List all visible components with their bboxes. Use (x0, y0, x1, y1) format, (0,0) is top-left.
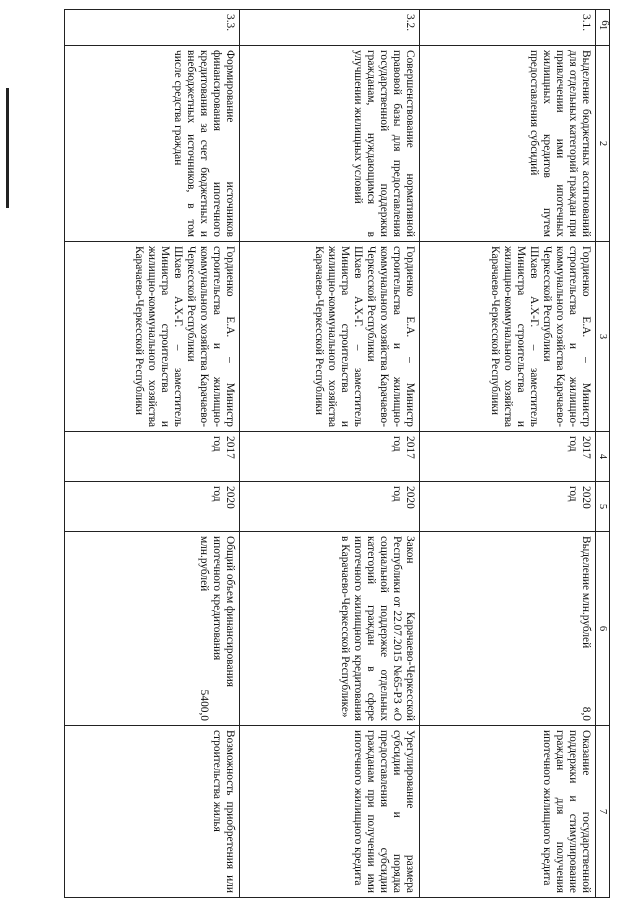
source-cell (240, 532, 420, 726)
header-cell: 6 (596, 532, 610, 726)
row-number: 3.1. (420, 10, 596, 46)
result-cell: Возможность приобретения или строительства жилья (65, 726, 240, 898)
table-row (420, 10, 596, 898)
responsible-cell: Гордиенко Е.А. – Министр строительства и жилищно-коммунального хозяйства Карачаево-Черкесской Республики Шхаев А.Х-Г. – заместитель Министра строительства и жилищно-коммунального хозяйства Карачаево-Черкесской Республики (420, 242, 596, 432)
source-value: 5400,0 (198, 689, 210, 721)
end-year-cell: 2020 год (420, 482, 596, 532)
end-year-cell: 2020 год (65, 482, 240, 532)
table-row (240, 10, 420, 898)
rotated-page (66, 9, 610, 897)
header-cell: 7 (596, 726, 610, 898)
margin-rule (6, 88, 9, 208)
action-cell: Выделение бюджетных ассигнований для отдельных категорий граждан при привлечении ими ипотечных жилищных кредитов путем предоставления субсидий (420, 46, 596, 242)
source-label: Выделение млн.рублей (580, 536, 592, 649)
row-number: 3.2. (240, 10, 420, 46)
header-cell: 3 (596, 242, 610, 432)
start-year-cell: 2017 год (240, 432, 420, 482)
source-label: Общий объем финансирования ипотечного кредитования млн.рублей (198, 536, 236, 688)
source-label: Закон Карачаево-Черкесской Республики от 22.07.2015 №65-РЗ «О социальной поддержке отдельных категорий граждан в сфере ипотечного жилищного кредитования в Карачаево-Черкесской Республике» (339, 536, 416, 721)
source-value: 8,0 (580, 706, 592, 721)
header-cell: 4 (596, 432, 610, 482)
source-cell (420, 532, 596, 726)
start-year-cell: 2017 год (65, 432, 240, 482)
end-year-cell: 2020 год (240, 482, 420, 532)
responsible-cell: Гордиенко Е.А. – Министр строительства и жилищно-коммунального хозяйства Карачаево-Черкесской Республики Шхаев А.Х-Г. – заместитель Министра строительства и жилищно-коммунального хозяйства Карачаево-Черкесской Республики (240, 242, 420, 432)
result-cell: Урегулирование размера субсидии и порядка предоставления субсидии гражданам при получении ими ипотечного жилищного кредита (240, 726, 420, 898)
result-cell: Оказание государственной поддержки и стимулирование граждан для получения ипотечного жилищного кредита (420, 726, 596, 898)
header-cell: 2 (596, 46, 610, 242)
action-cell: Формирование источников финансирования ипотечного кредитования за счет бюджетных и внебюджетных источников, в том числе средства граждан (65, 46, 240, 242)
header-cell: 1 (596, 10, 610, 46)
source-cell (65, 532, 240, 726)
start-year-cell: 2017 год (420, 432, 596, 482)
activity-table (64, 9, 610, 898)
action-cell: Совершенствование нормативной правовой базы для предоставления государственной поддержки гражданам, нуждающимся в улучшении жилищных условий (240, 46, 420, 242)
table-row (65, 10, 240, 898)
header-cell: 5 (596, 482, 610, 532)
page-number: 6 (599, 20, 611, 26)
row-number: 3.3. (65, 10, 240, 46)
table-header-row (596, 10, 610, 898)
responsible-cell: Гордиенко Е.А. – Министр строительства и жилищно-коммунального хозяйства Карачаево-Черкесской Республики Шхаев А.Х-Г. – заместитель Министра строительства и жилищно-коммунального хозяйства Карачаево-Черкесской Республики (65, 242, 240, 432)
